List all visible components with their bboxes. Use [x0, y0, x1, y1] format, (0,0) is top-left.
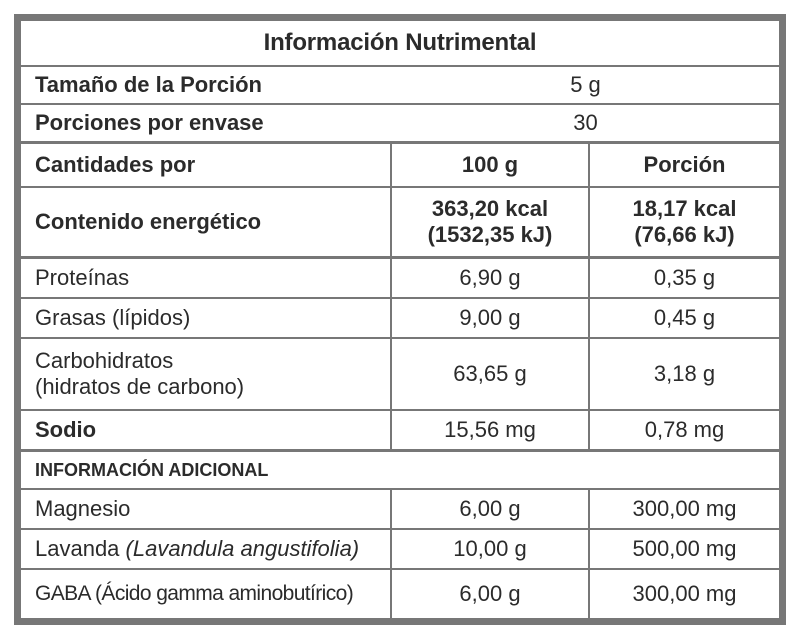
- lavender-label: [35, 530, 390, 568]
- magnesium-label: Magnesio: [35, 496, 131, 521]
- protein-portion: 0,35 g: [653, 265, 716, 290]
- servings-per-container-label: Porciones por envase: [35, 110, 264, 135]
- magnesium-100g: 6,00 g: [459, 496, 521, 521]
- gaba-label: GABA (Ácido gamma aminobutírico): [35, 582, 354, 605]
- fat-portion: 0,45 g: [653, 305, 716, 330]
- carbohydrates-portion: 3,18 g: [653, 361, 716, 386]
- table-title: Información Nutrimental: [263, 29, 537, 56]
- column-divider: [390, 144, 392, 449]
- carbohydrates-label: [35, 339, 375, 409]
- serving-size-label: Tamaño de la Porción: [35, 72, 262, 97]
- nutrition-facts-table: [14, 14, 786, 625]
- lavender-portion: 500,00 mg: [632, 536, 737, 561]
- gaba-portion: 300,00 mg: [632, 581, 737, 606]
- gaba-100g: 6,00 g: [459, 581, 521, 606]
- column-header-portion: Porción: [643, 152, 726, 177]
- quantities-per-label: Cantidades por: [35, 152, 196, 177]
- column-divider: [588, 144, 590, 449]
- lavender-label-common: Lavanda: [35, 536, 126, 561]
- energy-portion-kj: (76,66 kJ): [634, 222, 735, 247]
- column-divider: [588, 490, 590, 618]
- servings-per-container-value: 30: [573, 110, 598, 135]
- energy-portion: [590, 188, 779, 256]
- energy-100g-kj: (1532,35 kJ): [427, 222, 553, 247]
- magnesium-portion: 300,00 mg: [632, 496, 737, 521]
- sodium-portion: 0,78 mg: [644, 417, 725, 442]
- energy-100g-kcal: 363,20 kcal: [431, 196, 549, 221]
- carbohydrates-label-line1: Carbohidratos: [35, 348, 174, 373]
- column-header-100g: 100 g: [461, 152, 519, 177]
- energy-label: Contenido energético: [35, 209, 262, 234]
- carbohydrates-100g: 63,65 g: [453, 361, 527, 386]
- sodium-label: Sodio: [35, 417, 97, 442]
- energy-100g: [392, 188, 588, 256]
- lavender-100g: 10,00 g: [453, 536, 527, 561]
- fat-100g: 9,00 g: [459, 305, 521, 330]
- energy-portion-kcal: 18,17 kcal: [632, 196, 737, 221]
- additional-info-header: INFORMACIÓN ADICIONAL: [35, 460, 269, 480]
- column-divider: [390, 490, 392, 618]
- lavender-label-scientific: (Lavandula angustifolia): [125, 536, 360, 561]
- fat-label: Grasas (lípidos): [35, 305, 191, 330]
- sodium-100g: 15,56 mg: [444, 417, 536, 442]
- carbohydrates-label-line2: (hidratos de carbono): [35, 374, 245, 399]
- protein-label: Proteínas: [35, 265, 130, 290]
- serving-size-value: 5 g: [570, 72, 601, 97]
- protein-100g: 6,90 g: [459, 265, 521, 290]
